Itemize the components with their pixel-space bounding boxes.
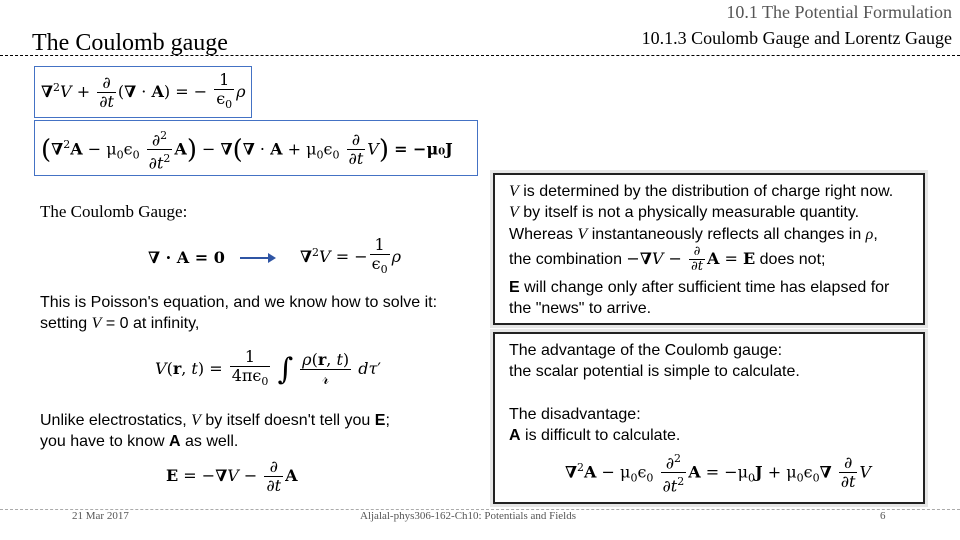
section-title: 10.1 The Potential Formulation <box>726 2 952 22</box>
advantage-line2: the scalar potential is simple to calculate. <box>509 363 800 380</box>
notes-line2: V by itself is not a physically measurable quantity. <box>509 204 860 221</box>
footer-page-number: 6 <box>880 510 886 522</box>
header-divider <box>0 55 960 56</box>
panel-potential-notes <box>493 173 925 325</box>
coulomb-gauge-heading: The Coulomb Gauge: <box>40 202 188 221</box>
notes-line3: Whereas V instantaneously reflects all changes in ρ, <box>509 226 878 243</box>
disadvantage-line2: A is difficult to calculate. <box>509 427 681 444</box>
potential-integral: V(r, t) = $\frac{1}{4\pi\epsilon_0}$ ∫ $\frac{\rho(r, t)}{\text{𝓇}}$ dτ′ <box>155 347 381 389</box>
arrow-right-icon <box>240 252 276 264</box>
panel-gauge-tradeoffs <box>493 332 925 504</box>
disadvantage-line1: The disadvantage: <box>509 406 641 423</box>
gauge-condition: ∇ · A = 0 <box>148 248 225 267</box>
subsection-title: 10.1.3 Coulomb Gauge and Lorentz Gauge <box>641 28 952 48</box>
electrostatics-text-line1: Unlike electrostatics, V by itself doesn't tell you E; <box>40 412 390 429</box>
notes-line6: the "news" to arrive. <box>509 300 652 317</box>
poisson-text-line2: setting V = 0 at infinity, <box>40 315 200 332</box>
vector-potential-wave-equation: $\nabla^2A - \mu_0\epsilon_0$ $\frac{\partial^2}{\partial t^2}$ $A = -\mu_0J + \mu_0\epsilon_0\nabla$ $\frac{\partial}{\partial t}$ V <box>565 452 871 496</box>
page-title: The Coulomb gauge <box>32 30 228 56</box>
vector-potential-equation: ($\nabla^2A - \mu_0\epsilon_0$ $\frac{\partial^2}{\partial t^2}$ A) − ∇(∇ · $A + \mu_0\epsilon_0$ $\frac{\partial}{\partial t}$ V) = −μ₀J <box>41 129 453 173</box>
poisson-equation: ∇$^2$V = − $\frac{1}{\epsilon_0}$ ρ <box>300 235 401 277</box>
notes-line1: V is determined by the distribution of charge right now. <box>509 183 894 200</box>
electrostatics-text-line2: you have to know A as well. <box>40 433 239 450</box>
equation-box-scalar <box>34 66 252 118</box>
poisson-text-line1: This is Poisson's equation, and we know how to solve it: <box>40 294 438 311</box>
footer-date: 21 Mar 2017 <box>72 510 129 522</box>
charge-density-symbol: ρ <box>236 82 246 102</box>
footer-course: Aljalal-phys306-162-Ch10: Potentials and Fields <box>360 510 577 522</box>
equation-box-vector <box>34 120 478 176</box>
current-density-term: = −μ₀J <box>394 139 453 159</box>
notes-line4: the combination −∇V − $\frac{\partial}{\partial t}$ A = E does not; <box>509 244 826 274</box>
electric-field-equation: E = −∇V − $\frac{\partial}{\partial t}$ A <box>166 457 298 495</box>
notes-line5: E will change only after sufficient time has elapsed for <box>509 279 890 296</box>
scalar-potential-equation: ∇$^2$V + $\frac{\partial}{\partial t}$ (∇ · A) = − $\frac{1}{\epsilon_0}$ ρ <box>41 70 246 112</box>
advantage-line1: The advantage of the Coulomb gauge: <box>509 342 783 359</box>
